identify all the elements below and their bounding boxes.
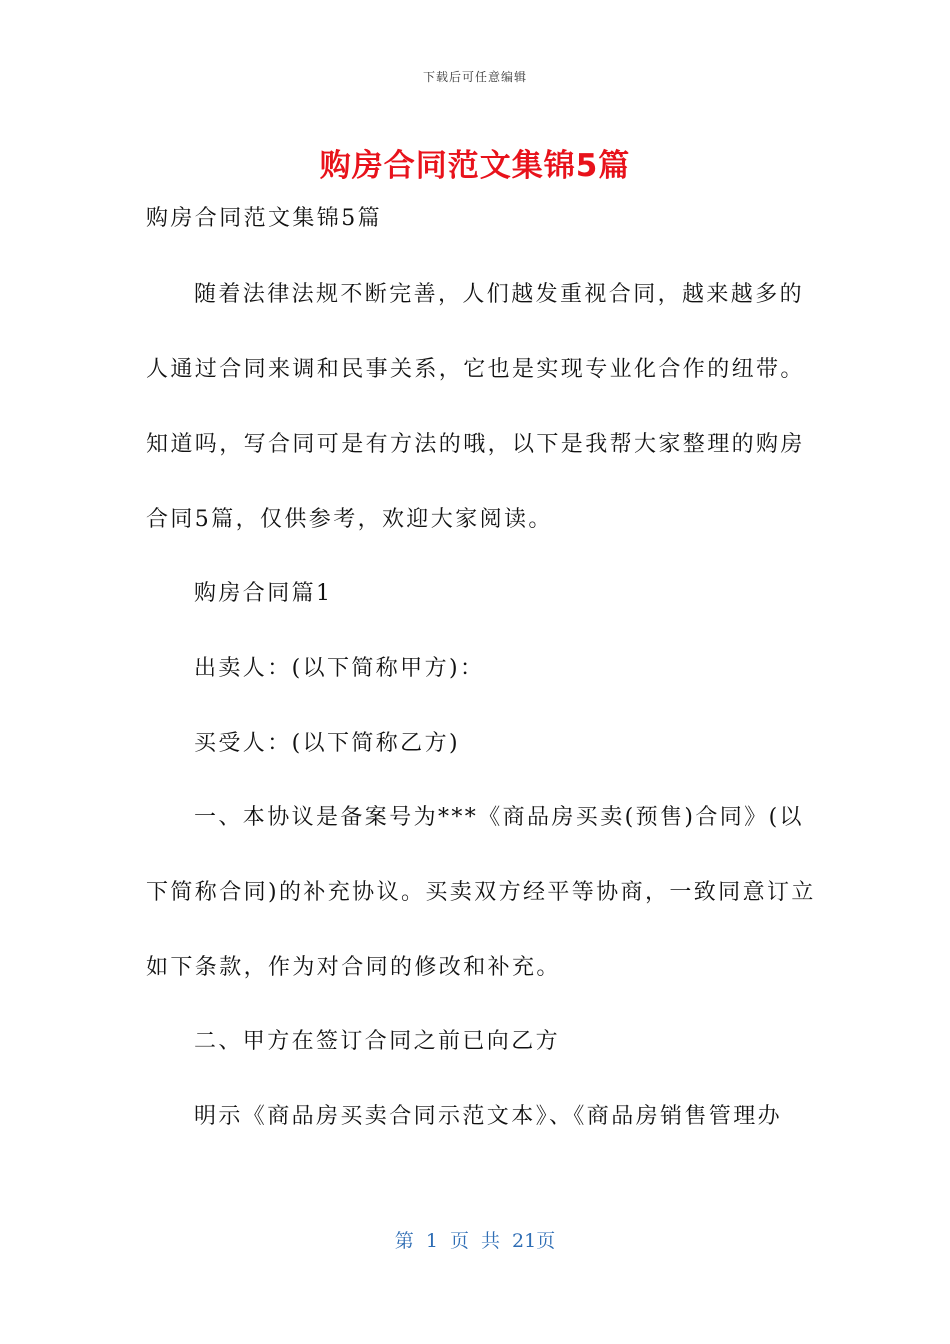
buyer-line: 买受人：(以下简称乙方) (194, 731, 460, 756)
body-line: 合同5篇，仅供参考，欢迎大家阅读。 (146, 507, 553, 532)
section-heading: 购房合同篇1 (194, 581, 333, 606)
clause-line: 明示《商品房买卖合同示范文本》、《商品房销售管理办 (194, 1104, 783, 1129)
clause-line: 二、甲方在签订合同之前已向乙方 (194, 1029, 561, 1054)
document-title: 购房合同范文集锦5篇 (319, 148, 631, 184)
body-line: 知道吗，写合同可是有方法的哦，以下是我帮大家整理的购房 (146, 432, 805, 457)
body-line: 随着法律法规不断完善，人们越发重视合同，越来越多的 (194, 282, 805, 307)
header-note: 下载后可任意编辑 (422, 70, 527, 84)
subtitle-line: 购房合同范文集锦5篇 (146, 206, 382, 231)
clause-line: 如下条款，作为对合同的修改和补充。 (146, 955, 561, 980)
page-indicator: 第 1 页 共 21页 (394, 1230, 556, 1252)
clause-line: 下简称合同)的补充协议。买卖双方经平等协商，一致同意订立 (146, 880, 816, 905)
seller-line: 出卖人：(以下简称甲方)： (194, 656, 485, 681)
clause-line: 一、本协议是备案号为***《商品房买卖(预售)合同》(以 (194, 805, 804, 830)
body-line: 人通过合同来调和民事关系，它也是实现专业化合作的纽带。 (146, 357, 805, 382)
